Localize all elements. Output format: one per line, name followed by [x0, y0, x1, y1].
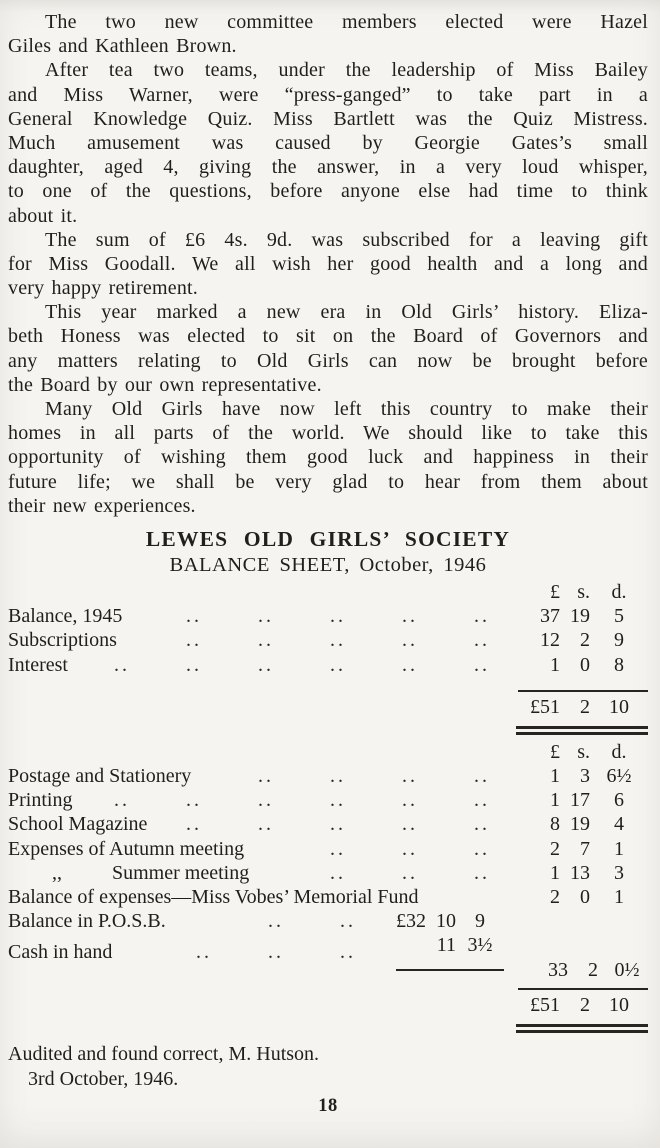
- amount-columns: [518, 764, 648, 788]
- amount-shillings: 2: [580, 629, 590, 652]
- shillings-header: s.: [577, 580, 590, 603]
- amount-pounds: 37: [540, 605, 560, 628]
- paragraph: [8, 228, 648, 301]
- text-line: and Miss Warner, were “press-ganged” to take part in a: [8, 83, 648, 106]
- amount-pounds: 2: [550, 886, 560, 908]
- dot-leaders: .. .. ..: [330, 861, 490, 884]
- pence-header: d.: [611, 580, 627, 603]
- ledger-label-area: [8, 604, 518, 628]
- amount-pence: 8: [614, 653, 624, 676]
- amount-pounds: £51: [530, 993, 560, 1016]
- ledger-row: [8, 788, 648, 812]
- text-line: about it.: [8, 204, 78, 227]
- text-line: opportunity of wishing them good luck and happiness in their: [8, 446, 648, 469]
- ledger-label: Balance in P.O.S.B.: [8, 910, 166, 933]
- amount-columns: [518, 628, 648, 652]
- dot-leaders: .. .. ..: [196, 940, 356, 963]
- amount-columns: [518, 604, 648, 628]
- amount-pounds: 12: [540, 629, 560, 652]
- text-line: daughter, aged 4, giving the answer, in a very loud whisper,: [8, 156, 648, 179]
- text-line: This year marked a new era in Old Girls’ history. Eliza-: [45, 301, 648, 324]
- amount-pence: 1: [614, 837, 624, 860]
- amount-pence: 6½: [606, 765, 632, 788]
- amount-shillings: 7: [580, 837, 590, 860]
- amount-pence: 3: [614, 861, 624, 884]
- paragraph: [8, 10, 648, 58]
- paragraph: [8, 58, 648, 227]
- text-line: very happy retirement.: [8, 277, 198, 300]
- ledger-row: [8, 653, 648, 677]
- amount-shillings: 3: [580, 765, 590, 788]
- amount-pounds: 33: [548, 958, 568, 981]
- amount-pounds: [384, 933, 426, 957]
- dot-leaders: .. .. .. .. ..: [186, 629, 490, 652]
- dot-leaders: .. .. .. ..: [258, 765, 490, 788]
- amount-columns: [518, 993, 648, 1017]
- pounds-header: £: [550, 580, 560, 603]
- ledger-label: Expenses of Autumn meeting: [8, 837, 245, 860]
- dot-leaders: .. .. .. .. ..: [186, 605, 490, 628]
- amount-shillings: 0: [580, 886, 590, 908]
- ledger-label-area: [8, 628, 518, 652]
- pounds-header: £: [550, 740, 560, 763]
- ledger-label-area: [8, 861, 518, 885]
- ledger-row: [8, 885, 648, 909]
- amount-pounds: 1: [550, 861, 560, 884]
- ledger-label-area: [8, 940, 384, 964]
- amount-columns: [518, 740, 648, 764]
- amount-pounds: 1: [550, 789, 560, 812]
- amount-pence: 6: [614, 789, 624, 812]
- amount-pounds: 1: [550, 765, 560, 788]
- ledger-label: Interest: [8, 653, 68, 676]
- ledger-label-area: [8, 812, 518, 836]
- text-line: The sum of £6 4s. 9d. was subscribed for a leaving gift: [45, 228, 648, 251]
- closing-double-rule: [516, 726, 648, 735]
- page-number: 18: [318, 1096, 338, 1117]
- shillings-header: s.: [577, 740, 590, 763]
- subtotal-rule: [396, 969, 504, 971]
- amount-shillings: 2: [580, 993, 590, 1016]
- ledger-row: [8, 837, 648, 861]
- paragraph: [8, 300, 648, 397]
- amount-columns: [526, 958, 656, 982]
- ledger-label-area: [8, 653, 518, 677]
- amount-shillings: 19: [570, 813, 590, 836]
- amount-pence: 4: [614, 813, 624, 836]
- text-line: Many Old Girls have now left this country to make their: [45, 398, 648, 420]
- amount-pence: 3½: [467, 934, 493, 957]
- ledger-row: [8, 933, 648, 963]
- amount-columns: [384, 909, 504, 933]
- closing-double-rule: [516, 1024, 648, 1033]
- ledger-label-area: [8, 837, 518, 861]
- amount-shillings: 11: [436, 934, 456, 957]
- total-rule: [518, 690, 648, 692]
- amount-shillings: 2: [588, 958, 598, 981]
- amount-columns: [518, 861, 648, 885]
- amount-pence: 10: [609, 695, 629, 718]
- balance-sheet-subheading: BALANCE SHEET, October, 1946: [169, 553, 487, 576]
- ledger-label-area: [8, 788, 518, 812]
- amount-columns: [518, 885, 648, 909]
- text-line: for Miss Goodall. We all wish her good health and a long and: [8, 252, 648, 275]
- text-line: Giles and Kathleen Brown.: [8, 35, 237, 58]
- balance-sheet: [8, 580, 648, 1033]
- audit-statement: Audited and found correct, M. Hutson.: [8, 1042, 320, 1065]
- amount-shillings: 0: [580, 653, 590, 676]
- text-line: any matters relating to Old Girls can now be brought before: [8, 349, 648, 372]
- ledger-label-area: [8, 885, 518, 909]
- ledger-label: Printing: [8, 789, 73, 812]
- amount-columns: [518, 580, 648, 604]
- amount-pence: 9: [614, 629, 624, 652]
- dot-leaders: .. .. .. .. .. ..: [114, 789, 490, 812]
- amount-shillings: 2: [580, 695, 590, 718]
- amount-pence: 5: [614, 605, 624, 628]
- ledger-row: [8, 861, 648, 885]
- payments-rows: [8, 764, 648, 963]
- ledger-label-area: [8, 909, 384, 933]
- ditto-mark: ,,: [52, 861, 62, 884]
- ledger-label: Summer meeting: [112, 861, 250, 884]
- amount-pence: 9: [475, 910, 485, 933]
- amount-shillings: 17: [570, 789, 590, 812]
- amount-pounds: £51: [530, 695, 560, 718]
- ledger-row: [8, 812, 648, 836]
- narrative-section: [8, 10, 648, 518]
- ledger-row: [8, 909, 648, 933]
- text-line: the Board by our own representative.: [8, 373, 322, 396]
- amount-pence: 0½: [614, 958, 640, 981]
- ledger-label: Subscriptions: [8, 629, 117, 652]
- amount-pounds: 2: [550, 837, 560, 860]
- text-line: their new experiences.: [8, 494, 196, 517]
- text-line: beth Honess was elected to sit on the Board of Governors and: [8, 325, 648, 348]
- currency-header-row: [8, 580, 648, 604]
- ledger-label: Balance of expenses—Miss Vobes’ Memorial Fund: [8, 886, 419, 908]
- receipts-rows: [8, 604, 648, 677]
- receipts-total-row: [8, 695, 648, 719]
- amount-columns: [518, 695, 648, 719]
- ledger-row: [8, 628, 648, 652]
- dot-leaders: .. ..: [268, 910, 356, 933]
- text-line: The two new committee members elected were Hazel: [45, 11, 648, 33]
- amount-shillings: 13: [570, 861, 590, 884]
- amount-columns: [518, 837, 648, 861]
- amount-shillings: 19: [570, 605, 590, 628]
- ledger-row: [8, 764, 648, 788]
- text-line: After tea two teams, under the leadership of Miss Bailey: [45, 59, 648, 82]
- ledger-label: Balance, 1945: [8, 605, 123, 628]
- amount-columns: [518, 653, 648, 677]
- payments-table: [8, 740, 648, 1033]
- text-line: General Knowledge Quiz. Miss Bartlett was the Quiz Mistress.: [8, 107, 648, 130]
- amount-pounds: 8: [550, 813, 560, 836]
- text-line: homes in all parts of the world. We should like to take this: [8, 422, 648, 445]
- amount-columns: [384, 933, 504, 957]
- text-line: future life; we shall be very glad to hear from them about: [8, 470, 648, 493]
- ledger-row: [8, 604, 648, 628]
- receipts-table: [8, 580, 648, 735]
- dot-leaders: .. .. .. .. .. ..: [114, 653, 490, 676]
- ledger-label: School Magazine: [8, 813, 148, 836]
- amount-pounds: £32: [396, 910, 426, 933]
- payments-total-row: [8, 993, 648, 1017]
- society-heading: LEWES OLD GIRLS’ SOCIETY: [145, 526, 511, 551]
- pence-header: d.: [611, 740, 627, 763]
- amount-pence: 1: [614, 886, 624, 908]
- currency-header-row: [8, 740, 648, 764]
- amount-pence: 10: [609, 993, 629, 1016]
- dot-leaders: .. .. ..: [330, 837, 490, 860]
- ledger-label-area: [8, 764, 518, 788]
- text-line: Much amusement was caused by Georgie Gates’s small: [8, 131, 648, 154]
- audit-date: 3rd October, 1946.: [28, 1068, 179, 1091]
- dot-leaders: .. .. .. .. ..: [186, 813, 490, 836]
- text-line: to one of the questions, before anyone else had time to think: [8, 180, 648, 203]
- ledger-label: Cash in hand: [8, 940, 113, 963]
- amount-columns: [518, 812, 648, 836]
- paragraph: [8, 397, 648, 518]
- ledger-label: Postage and Stationery: [8, 765, 192, 788]
- amount-shillings: 10: [436, 910, 456, 933]
- amount-pounds: 1: [550, 653, 560, 676]
- total-rule: [518, 988, 648, 990]
- amount-columns: [518, 788, 648, 812]
